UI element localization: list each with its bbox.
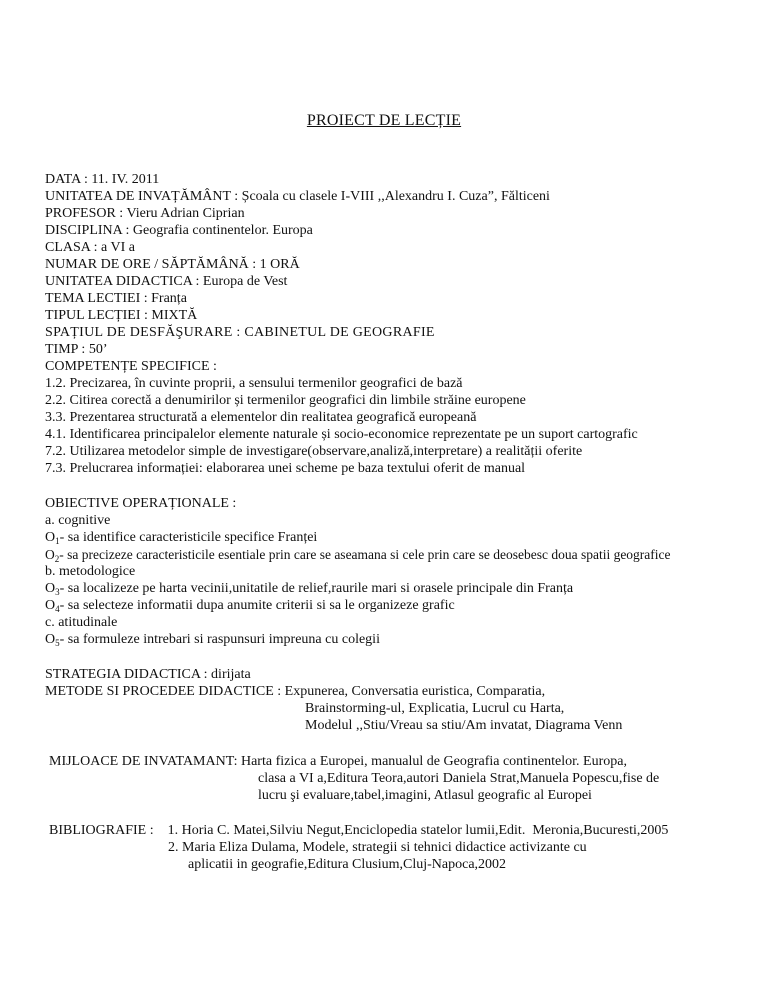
means-line: lucru şi evaluare,tabel,imagini, Atlasul geografic al Europei — [258, 788, 592, 803]
methods-line: Modelul ,,Stiu/Vreau sa stiu/Am invatat, Diagrama Venn — [305, 718, 623, 733]
class-line: CLASA : a VI a — [45, 240, 135, 255]
competences-heading: COMPETENȚE SPECIFICE : — [45, 359, 217, 374]
objective-item — [45, 580, 573, 598]
lesson-type-line: TIPUL LECȚIEI : MIXTĂ — [45, 308, 198, 323]
school-line: UNITATEA DE INVAȚĂMÂNT : Școala cu clasele I-VIII ,,Alexandru I. Cuza”, Fălticeni — [45, 189, 550, 204]
competence-item: 1.2. Precizarea, în cuvinte proprii, a sensului termenilor geografici de bază — [45, 376, 463, 391]
objective-category: a. cognitive — [45, 513, 111, 528]
lesson-theme-line: TEMA LECTIEI : Franța — [45, 291, 187, 306]
objective-text: - sa identifice caracteristicile specifice Franței — [59, 530, 318, 545]
objective-item — [45, 631, 380, 649]
competence-item: 7.3. Prelucrarea informației: elaborarea unei scheme pe baza textului oferit de manual — [45, 461, 526, 476]
unit-line: UNITATEA DIDACTICA : Europa de Vest — [45, 274, 288, 289]
competence-item: 2.2. Citirea corectă a denumirilor și termenilor geografici din limbile străine europene — [45, 393, 526, 408]
objective-number: 3 — [55, 587, 60, 597]
objective-item — [45, 546, 671, 565]
objective-text: - sa precizeze caracteristicile esentiale prin care se aseamana si cele prin care se deosebesc doua spatii geografice — [59, 547, 671, 562]
objective-category: b. metodologice — [45, 564, 136, 579]
location-line: SPAȚIUL DE DESFĂŞURARE : CABINETUL DE GEOGRAFIE — [45, 325, 435, 340]
competence-item: 4.1. Identificarea principalelor elemente naturale și socio-economice reprezentate pe un suport cartografic — [45, 427, 638, 442]
objective-prefix: O — [45, 598, 56, 613]
time-line: TIMP : 50’ — [45, 342, 108, 357]
objective-prefix: O — [45, 530, 56, 545]
bibliography-line: 2. Maria Eliza Dulama, Modele, strategii si tehnici didactice activizante cu — [168, 840, 587, 855]
document-title: PROIECT DE LECȚIE — [306, 112, 462, 129]
competence-item: 3.3. Prezentarea structurată a elementelor din realitatea geografică europeană — [45, 410, 477, 425]
methods-line: Brainstorming-ul, Explicatia, Lucrul cu Harta, — [305, 701, 565, 716]
objective-prefix: O — [45, 632, 56, 647]
objective-category: c. atitudinale — [45, 615, 118, 630]
objective-text: - sa localizeze pe harta vecinii,unitatile de relief,raurile mari si orasele principale din Franța — [59, 581, 574, 596]
methods-line: METODE SI PROCEDEE DIDACTICE : Expunerea, Conversatia euristica, Comparatia, — [45, 684, 546, 699]
objective-number: 2 — [54, 554, 60, 564]
bibliography-line: BIBLIOGRAFIE : 1. Horia C. Matei,Silviu Negut,Enciclopedia statelor lumii,Edit. Meronia,Bucuresti,2005 — [49, 823, 669, 838]
means-line: MIJLOACE DE INVATAMANT: Harta fizica a Europei, manualul de Geografia continentelor. Europa, — [49, 754, 627, 769]
objective-number: 5 — [55, 638, 60, 648]
discipline-line: DISCIPLINA : Geografia continentelor. Europa — [45, 223, 313, 238]
means-line: clasa a VI a,Editura Teora,autori Daniela Strat,Manuela Popescu,fise de — [258, 771, 660, 786]
hours-line: NUMAR DE ORE / SĂPTĂMÂNĂ : 1 ORĂ — [45, 257, 300, 272]
objectives-heading: OBIECTIVE OPERAȚIONALE : — [45, 496, 237, 511]
teacher-line: PROFESOR : Vieru Adrian Ciprian — [45, 206, 245, 221]
objective-prefix: O — [45, 547, 55, 562]
bibliography-line: aplicatii in geografie,Editura Clusium,Cluj-Napoca,2002 — [188, 857, 507, 872]
strategy-line: STRATEGIA DIDACTICA : dirijata — [45, 667, 251, 682]
competence-item: 7.2. Utilizarea metodelor simple de investigare(observare,analiză,interpretare) a realității oferite — [45, 444, 583, 459]
objective-item — [45, 597, 455, 615]
date-line: DATA : 11. IV. 2011 — [45, 172, 160, 187]
objective-number: 1 — [55, 536, 60, 546]
objective-number: 4 — [55, 604, 60, 614]
objective-text: - sa formuleze intrebari si raspunsuri impreuna cu colegii — [59, 632, 380, 647]
objective-prefix: O — [45, 581, 56, 596]
objective-item — [45, 529, 317, 547]
objective-text: - sa selecteze informatii dupa anumite criterii si sa le organizeze grafic — [59, 598, 455, 613]
